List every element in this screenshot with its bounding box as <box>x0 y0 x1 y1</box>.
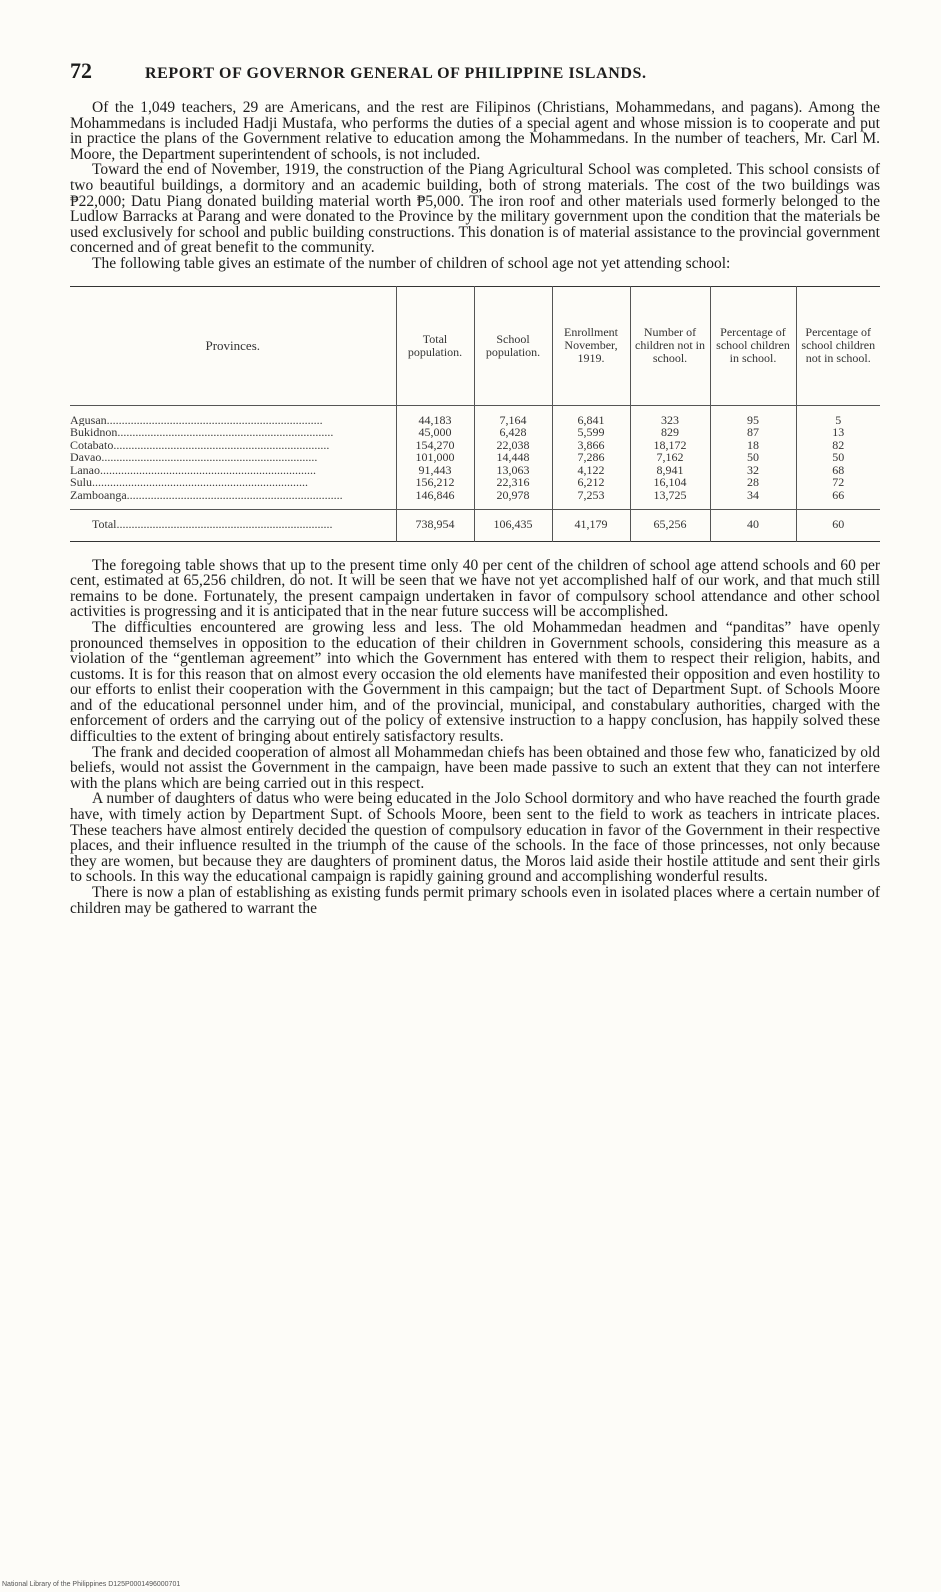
column-header-percent-not-in-school: Percentage of school children not in school. <box>796 286 880 405</box>
table-cell: 45,000 <box>396 426 474 439</box>
table-cell: 7,164 <box>474 405 552 426</box>
paragraph-piang-school: Toward the end of November, 1919, the construction of the Piang Agricultural School was completed. This school consists of two beautiful buildings, a dormitory and an academic building, both of strong materials. The cost of the two buildings was ₱22,000; Datu Piang donated building material worth ₱5,000. The iron roof and other materials used formerly belonged to the Ludlow Barracks at Parang and were donated to the Province by the military government upon the condition that the materials be used exclusively for school and public building constructions. This donation is of material assistance to the provincial government concerned and of great benefit to the community. <box>70 161 880 257</box>
table-cell: 16,104 <box>630 476 710 489</box>
table-cell: 20,978 <box>474 489 552 510</box>
table-cell: 32 <box>710 464 796 477</box>
table-cell: 87 <box>710 426 796 439</box>
table-cell: 7,162 <box>630 451 710 464</box>
table-cell: 18 <box>710 439 796 452</box>
table-cell: 14,448 <box>474 451 552 464</box>
table-cell: 82 <box>796 439 880 452</box>
body-text-after-table <box>70 558 880 917</box>
province-name: Cotabato........................................................................ <box>70 438 330 452</box>
table-cell: 34 <box>710 489 796 510</box>
table-cell: 13,063 <box>474 464 552 477</box>
paragraph-chiefs-cooperation: The frank and decided cooperation of almost all Mohammedan chiefs has been obtained and those few who, fanaticized by old beliefs, would not assist the Government in the campaign, have been made passive to such an extent that they can not interfere with the plans which are being carried out in this respect. <box>70 743 880 792</box>
province-name: Sulu........................................................................ <box>70 476 309 489</box>
table-cell: 4,122 <box>552 464 630 477</box>
table-cell: 41,179 <box>552 510 630 542</box>
table-row <box>70 451 880 464</box>
table-cell: 5,599 <box>552 426 630 439</box>
table-cell: 7,286 <box>552 451 630 464</box>
table-cell: 60 <box>796 510 880 542</box>
table-cell: 6,212 <box>552 476 630 489</box>
table-cell: 40 <box>710 510 796 542</box>
column-header-school-population: School population. <box>474 286 552 405</box>
scan-credit: National Library of the Philippines D125P0001496000701 <box>2 1581 181 1588</box>
table-cell: 106,435 <box>474 510 552 542</box>
table-cell: 3,866 <box>552 439 630 452</box>
table-cell: 101,000 <box>396 451 474 464</box>
school-statistics-table <box>70 286 880 542</box>
province-name: Davao........................................................................ <box>70 451 318 464</box>
column-header-enrollment: Enrollment November, 1919. <box>552 286 630 405</box>
table-cell: 72 <box>796 476 880 489</box>
table-cell: 91,443 <box>396 464 474 477</box>
column-header-percent-in-school: Percentage of school children in school. <box>710 286 796 405</box>
page-header <box>70 58 880 92</box>
paragraph-table-intro: The following table gives an estimate of the number of children of school age not yet attending school: <box>92 254 731 272</box>
paragraph-difficulties: The difficulties encountered are growing less and less. The old Mohammedan headmen and “panditas” have openly pronounced themselves in opposition to the education of their children in Government schools, considering this measure as a violation of the “gentleman agreement” into which the Government has entered with them to respect their religion, habits, and customs. It is for this reason that on almost every occasion the old elements have manifested their opposition and even hostility to our efforts to enlist their cooperation with the Government in this campaign; but the tact of Department Supt. of Schools Moore and of the educational personnel under him, and of the provincial, municipal, and constabulary authorities, charged with the enforcement of orders and the carrying out of the policy of extensive instruction to a happy conclusion, has happily solved these difficulties to the extent of bringing about entirely satisfactory results. <box>70 618 880 746</box>
table-cell: 154,270 <box>396 439 474 452</box>
table-cell: 50 <box>796 451 880 464</box>
table-cell: 146,846 <box>396 489 474 510</box>
table-cell: 18,172 <box>630 439 710 452</box>
table-cell: 13 <box>796 426 880 439</box>
table-cell: 738,954 <box>396 510 474 542</box>
table-cell: 50 <box>710 451 796 464</box>
table-cell: 68 <box>796 464 880 477</box>
paragraph-teachers: Of the 1,049 teachers, 29 are Americans, and the rest are Filipinos (Christians, Mohammedans, and pagans). Among the Mohammedans is included Hadji Mustafa, who performs the duties of a special agent and whose mission is to cooperate and put in practice the plans of the Government relative to education among the Mohammedans. In the number of teachers, Mr. Carl M. Moore, the Department superintendent of schools, is not included. <box>70 99 880 163</box>
province-name: Zamboanga........................................................................ <box>70 488 343 502</box>
paragraph-daughters-of-datus: A number of daughters of datus who were being educated in the Jolo School dormitory and who have reached the fourth grade have, with timely action by Department Supt. of Schools Moore, been sent to the field to work as teachers in intricate places. These teachers have almost entirely decided the question of compulsory education in favor of the Government in their respective places, and their influence resulted in the triumph of the cause of the schools. In the face of those princesses, not only because they are women, but because they are daughters of prominent datus, the Moros laid aside their hostile attitude and sent their girls to schools. In this way the educational campaign is rapidly gaining ground and accomplishing wonderful results. <box>70 790 880 886</box>
page-number: 72 <box>70 58 92 83</box>
table-cell: 6,841 <box>552 405 630 426</box>
table-cell: 13,725 <box>630 489 710 510</box>
table-row <box>70 489 880 510</box>
table-cell: 44,183 <box>396 405 474 426</box>
table-header-row <box>70 286 880 405</box>
table-cell: 7,253 <box>552 489 630 510</box>
table-row <box>70 405 880 426</box>
province-name: Bukidnon........................................................................ <box>70 426 334 439</box>
paragraph-primary-schools-plan: There is now a plan of establishing as existing funds permit primary schools even in isolated places where a certain number of children may be gathered to warrant the <box>70 884 880 917</box>
table-cell: 6,428 <box>474 426 552 439</box>
running-title: REPORT OF GOVERNOR GENERAL OF PHILIPPINE ISLANDS. <box>145 65 647 82</box>
table-cell: 829 <box>630 426 710 439</box>
table-total-row <box>70 510 880 542</box>
table-cell: 66 <box>796 489 880 510</box>
page <box>70 58 880 916</box>
table-cell: 323 <box>630 405 710 426</box>
table-row <box>70 476 880 489</box>
table-cell: 65,256 <box>630 510 710 542</box>
column-header-total-population: Total population. <box>396 286 474 405</box>
total-label: Total........................................................................ <box>70 510 396 542</box>
province-name: Lanao........................................................................ <box>70 463 316 477</box>
column-header-not-in-school: Number of children not in school. <box>630 286 710 405</box>
table-cell: 22,038 <box>474 439 552 452</box>
table-cell: 28 <box>710 476 796 489</box>
paragraph-table-summary: The foregoing table shows that up to the present time only 40 per cent of the children of school age attend schools and 60 per cent, estimated at 65,256 children, do not. It will be seen that we have not yet accomplished half of our work, and that much still remains to be done. Fortunately, the present campaign undertaken in favor of compulsory school attendance and other school activities is progressing and it is anticipated that in the near future success will be accomplished. <box>70 556 880 621</box>
province-name: Agusan........................................................................ <box>70 412 323 427</box>
column-header-provinces: Provinces. <box>70 286 396 405</box>
table-cell: 22,316 <box>474 476 552 489</box>
table-cell: 95 <box>710 405 796 426</box>
table-cell: 5 <box>796 405 880 426</box>
table-row <box>70 426 880 439</box>
table-cell: 156,212 <box>396 476 474 489</box>
table-cell: 8,941 <box>630 464 710 477</box>
